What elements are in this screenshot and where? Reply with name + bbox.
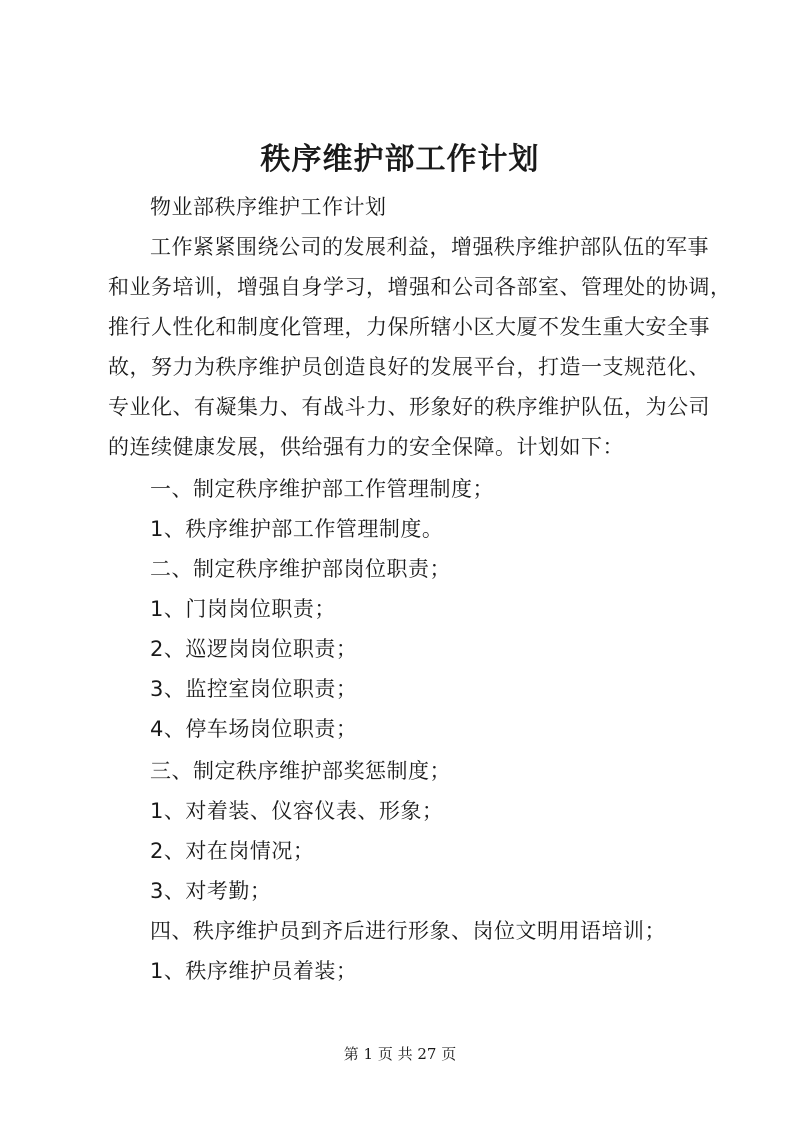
intro-line-2: 和业务培训，增强自身学习，增强和公司各部室、管理处的协调， [108,275,732,299]
section-heading-2: 二、制定秩序维护部岗位职责； [150,557,451,581]
intro-line-4: 故，努力为秩序维护员创造良好的发展平台，打造一支规范化、 [108,355,710,379]
section-heading-3: 三、制定秩序维护部奖惩制度； [150,759,451,783]
list-item: 2、巡逻岗岗位职责； [150,637,358,661]
list-item: 1、秩序维护部工作管理制度。 [150,517,444,541]
list-item: 1、秩序维护员着装； [150,959,358,983]
list-item: 1、对着装、仪容仪表、形象； [150,799,444,823]
intro-line-6: 的连续健康发展，供给强有力的安全保障。计划如下： [108,435,624,459]
subtitle: 物业部秩序维护工作计划 [150,195,387,219]
list-item: 3、监控室岗位职责； [150,677,358,701]
page-number: 第 1 页 共 27 页 [343,1045,457,1063]
intro-line-1: 工作紧紧围绕公司的发展利益，增强秩序维护部队伍的军事 [150,235,709,259]
intro-line-5: 专业化、有凝集力、有战斗力、形象好的秩序维护队伍，为公司 [108,395,710,419]
section-heading-4: 四、秩序维护员到齐后进行形象、岗位文明用语培训； [150,919,666,943]
page-title: 秩序维护部工作计划 [260,142,540,177]
list-item: 3、对考勤； [150,879,272,903]
list-item: 4、停车场岗位职责； [150,717,358,741]
list-item: 1、门岗岗位职责； [150,597,336,621]
intro-line-3: 推行人性化和制度化管理，力保所辖小区大厦不发生重大安全事 [108,315,710,339]
section-heading-1: 一、制定秩序维护部工作管理制度； [150,477,494,501]
list-item: 2、对在岗情况； [150,839,315,863]
